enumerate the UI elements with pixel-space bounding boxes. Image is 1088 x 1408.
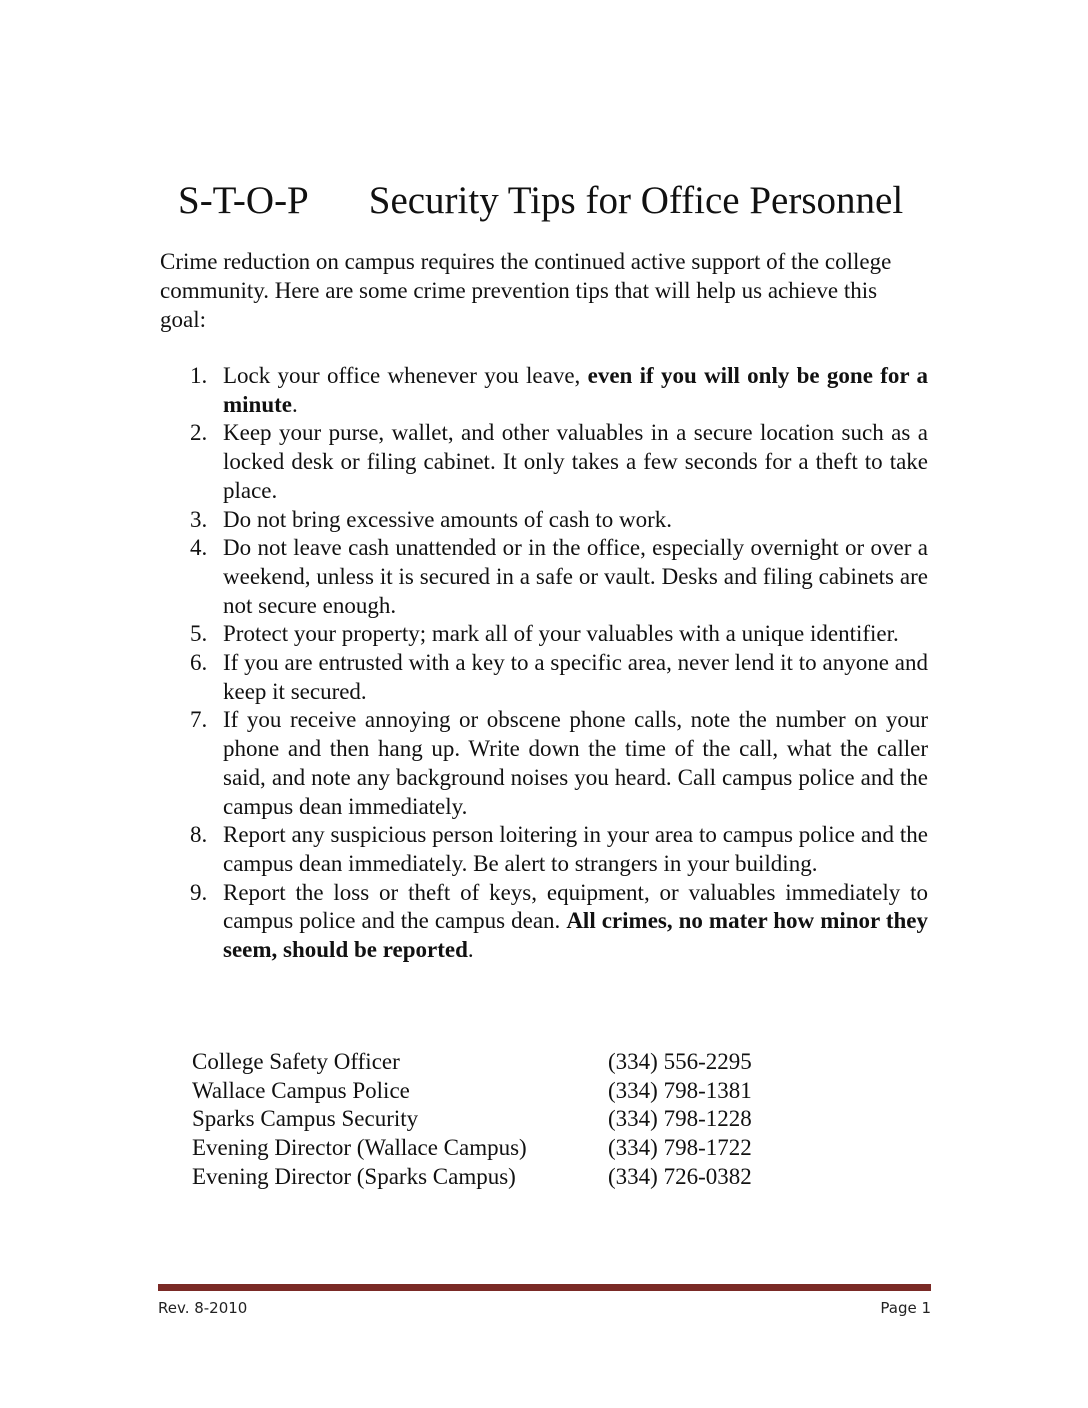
tip-item: [190, 620, 928, 649]
contact-name: Wallace Campus Police: [192, 1077, 410, 1103]
contact-row: [192, 1077, 752, 1106]
tip-number: 5.: [190, 621, 208, 647]
tip-number: 7.: [190, 707, 208, 733]
title-text: Security Tips for Office Personnel: [368, 179, 904, 222]
tip-text: If you receive annoying or obscene phone calls, note the number on your phone and then hang up. Write down the time of the call, what the caller said, and note any background noises you heard. Call campus police and the campus dean immediately.: [223, 707, 928, 819]
contact-phone: (334) 726-0382: [608, 1163, 752, 1189]
tip-item: [190, 821, 928, 878]
tip-text-end: .: [292, 391, 298, 417]
tip-item: [190, 506, 928, 535]
tip-text: Keep your purse, wallet, and other valuables in a secure location such as a locked desk or filing cabinet. It only takes a few seconds for a theft to take place.: [223, 420, 928, 503]
tip-number: 2.: [190, 420, 208, 446]
tip-text: Lock your office whenever you leave,: [223, 363, 588, 388]
tip-number: 9.: [190, 879, 208, 905]
tip-text: Do not leave cash unattended or in the office, especially overnight or over a weekend, unless it is secured in a safe or vault. Desks and filing cabinets are not secure enough.: [223, 535, 928, 618]
contact-row: [192, 1134, 752, 1163]
contact-phone: (334) 798-1381: [608, 1077, 752, 1103]
tip-number: 3.: [190, 506, 208, 532]
tips-list: [190, 362, 928, 965]
tip-number: 4.: [190, 535, 208, 561]
contact-name: Evening Director (Sparks Campus): [192, 1163, 516, 1189]
revision-label: Rev. 8-2010: [158, 1299, 248, 1317]
page-title: [178, 176, 903, 226]
contact-name: Sparks Campus Security: [192, 1106, 419, 1132]
tip-bold-text: even if you will only be gone for a minute: [223, 363, 928, 417]
tip-text: Report the loss or theft of keys, equipment, or valuables immediately to campus police and the campus dean.: [223, 879, 928, 934]
contact-name: Evening Director (Wallace Campus): [192, 1135, 527, 1161]
contact-list: [192, 1048, 752, 1192]
tip-text-end: .: [467, 937, 474, 963]
contact-name: College Safety Officer: [192, 1049, 400, 1074]
tip-item: [190, 362, 928, 419]
tip-item: [190, 534, 928, 620]
contact-row: [192, 1163, 752, 1192]
tip-item: [190, 879, 928, 965]
tip-item: [190, 419, 928, 505]
title-acronym: S-T-O-P: [178, 179, 309, 222]
page-number: Page 1: [880, 1299, 931, 1317]
tip-number: 1.: [190, 363, 208, 388]
contact-phone: (334) 798-1722: [608, 1135, 752, 1161]
footer-divider: [158, 1284, 931, 1291]
tip-bold-text: All crimes, no mater how minor they seem, should be reported: [223, 908, 929, 963]
contact-row: [192, 1105, 752, 1134]
tip-text: Do not bring excessive amounts of cash to work.: [223, 506, 673, 532]
tip-number: 8.: [190, 822, 208, 848]
tip-text: If you are entrusted with a key to a specific area, never lend it to anyone and keep it secured.: [223, 650, 928, 704]
contact-phone: (334) 556-2295: [608, 1049, 752, 1074]
contact-phone: (334) 798-1228: [608, 1106, 752, 1132]
contact-row: [192, 1048, 752, 1077]
tip-item: [190, 649, 928, 706]
tip-text: Report any suspicious person loitering in your area to campus police and the campus dean immediately. Be alert to strangers in your building.: [223, 822, 928, 876]
tip-item: [190, 706, 928, 821]
intro-paragraph: Crime reduction on campus requires the continued active support of the college community. Here are some crime prevention tips that will help us achieve this goal:: [160, 249, 892, 332]
tip-text: Protect your property; mark all of your valuables with a unique identifier.: [223, 621, 899, 647]
tip-number: 6.: [190, 650, 208, 676]
